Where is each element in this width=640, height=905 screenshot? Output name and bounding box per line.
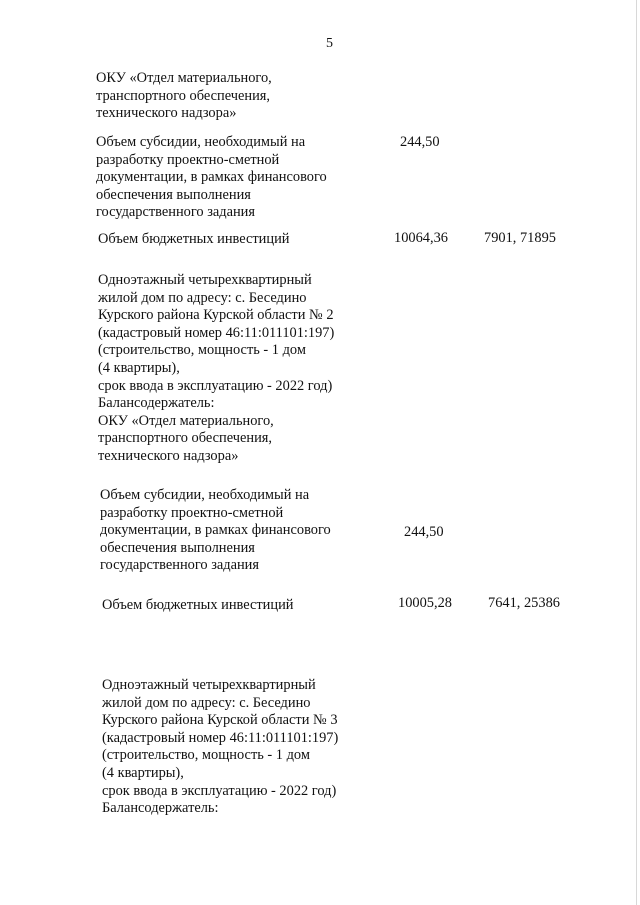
- subsidy-value: 244,50: [400, 134, 440, 150]
- subsidy-value-2: 244,50: [404, 524, 444, 540]
- page-number: 5: [326, 36, 333, 51]
- budget-investment-value-1: 10064,36: [394, 230, 448, 246]
- budget-investment-value-2: 7901, 71895: [484, 230, 556, 246]
- budget-investment-value-2-2: 7641, 25386: [488, 595, 560, 611]
- budget-investment-value-2-1: 10005,28: [398, 595, 452, 611]
- budget-investment-label: Объем бюджетных инвестиций: [98, 231, 290, 247]
- scan-edge-line: [636, 0, 637, 905]
- budget-investment-label-2: Объем бюджетных инвестиций: [102, 597, 294, 613]
- subsidy-description-2: Объем субсидии, необходимый на разработку проектно-сметной документации, в рамках финансового обеспечения выполнения государственного задания: [100, 487, 331, 574]
- house-description-2: Одноэтажный четырехквартирный жилой дом по адресу: с. Беседино Курского района Курской области № 2 (кадастровый номер 46:11:011101:197) (строительство, мощность - 1 дом (4 квартиры), срок ввода в эксплуатацию - 2022 год) Балансодержатель: ОКУ «Отдел материального, транспортного обеспечения, технического надзора»: [98, 272, 335, 464]
- subsidy-description: Объем субсидии, необходимый на разработку проектно-сметной документации, в рамках финансового обеспечения выполнения государственного задания: [96, 134, 327, 221]
- house-description-3: Одноэтажный четырехквартирный жилой дом по адресу: с. Беседино Курского района Курской области № 3 (кадастровый номер 46:11:011101:197) (строительство, мощность - 1 дом (4 квартиры), срок ввода в эксплуатацию - 2022 год) Балансодержатель:: [102, 677, 339, 817]
- balance-holder-text: ОКУ «Отдел материального, транспортного обеспечения, технического надзора»: [96, 70, 272, 122]
